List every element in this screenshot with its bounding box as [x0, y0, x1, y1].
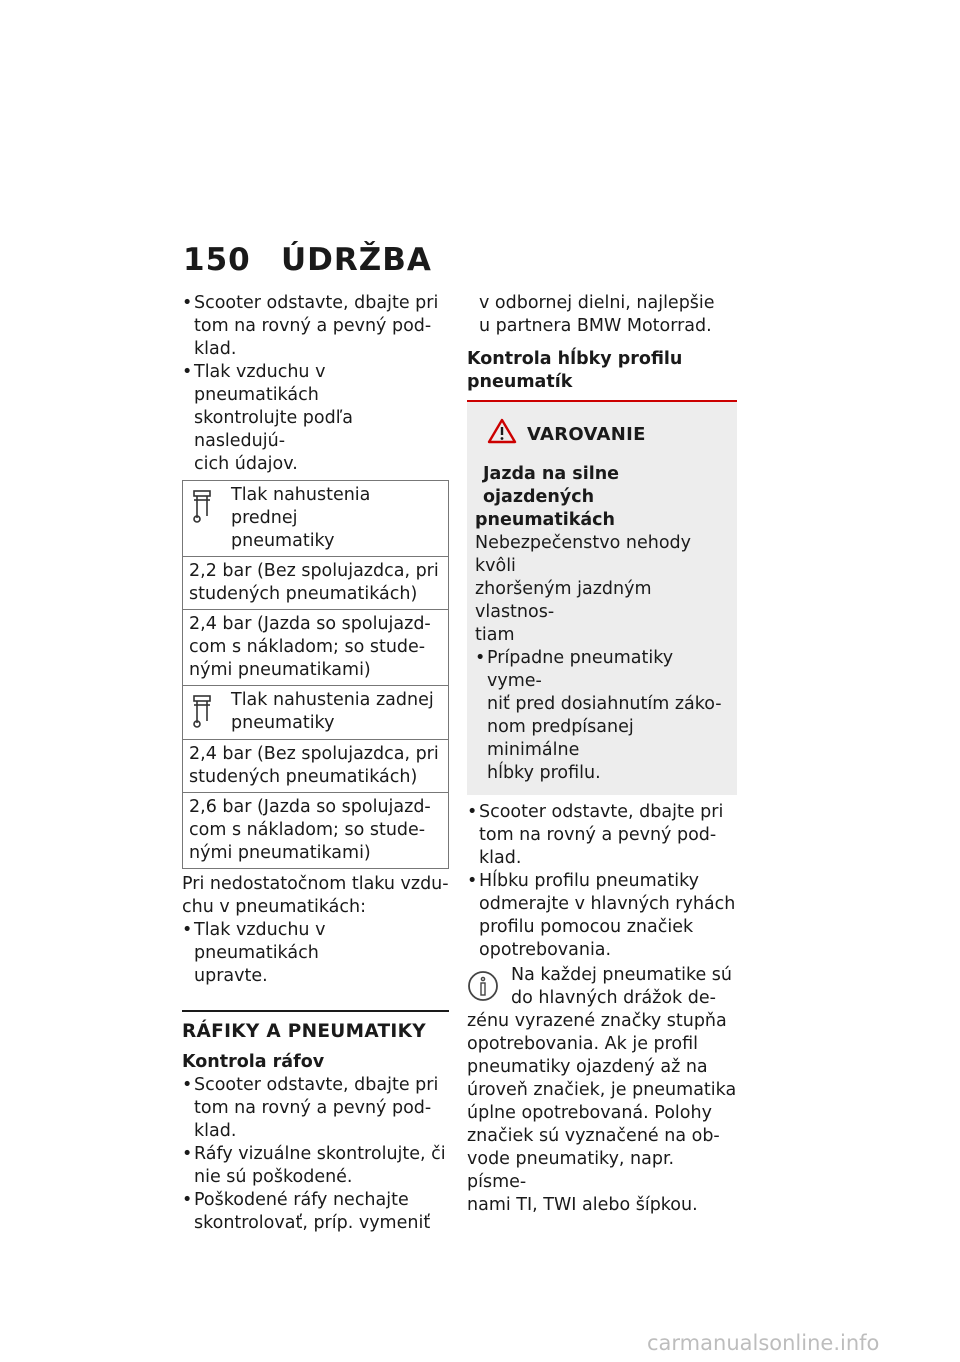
bullet-list-intro — [182, 292, 449, 476]
bullet-list-depth — [467, 801, 737, 962]
list-item: • Ráfy vizuálne skontrolujte, či nie sú poškodené. — [182, 1143, 449, 1189]
paragraph: Pri nedostatočnom tlaku vzdu- chu v pneumatikách: — [182, 874, 449, 917]
table-row: 2,4 bar (Bez spolujazdca, pri studených pneumatikách) — [183, 739, 448, 792]
section-title: RÁFIKY A PNEUMATIKY — [182, 1010, 449, 1043]
table-row: 2,4 bar (Jazda so spolujazd- com s nákladom; so stude- nými pneumatikami) — [183, 609, 448, 685]
info-text: zénu vyrazené značky stupňa opotrebovania. Ak je profil pneumatiky ojazdený až na úroveň značiek, je pneumatika úplne opotrebovaná. Polohy značiek sú vyznačené na ob- vode pneumatiky, napr. písme- nami TI, TWI alebo šípkou. — [467, 1011, 737, 1215]
tire-pressure-icon — [189, 689, 231, 736]
left-column — [182, 292, 449, 1235]
tire-pressure-icon — [189, 484, 231, 553]
info-icon — [467, 964, 511, 1010]
table-row: 2,2 bar (Bez spolujazdca, pri studených pneumatikách) — [183, 556, 448, 609]
list-item: • Tlak vzduchu v pneumatikách upravte. — [182, 919, 449, 988]
continued-text: v odbornej dielni, najlepšie u partnera BMW Motorrad. — [479, 293, 715, 336]
page-header — [183, 242, 432, 278]
subsection-title: Kontrola hĺbky profilu pneumatík — [467, 349, 683, 392]
bullet-list-adjust — [182, 919, 449, 988]
list-item: • Scooter odstavte, dbajte pri tom na rovný a pevný pod- klad. — [182, 292, 449, 361]
page-title: ÚDRŽBA — [281, 242, 432, 278]
list-item: • Tlak vzduchu v pneumatikách skontrolujte podľa nasledujú- cich údajov. — [182, 361, 449, 476]
list-item: • Scooter odstavte, dbajte pri tom na rovný a pevný pod- klad. — [467, 801, 737, 870]
front-tire-pressure-table — [182, 480, 449, 869]
info-note: Na každej pneumatike sú do hlavných drážok de- — [467, 964, 737, 1010]
list-item: • Poškodené ráfy nechajte skontrolovať, príp. vymeniť — [182, 1189, 449, 1235]
watermark: carmanualsonline.info — [647, 1331, 880, 1355]
warning-text: Nebezpečenstvo nehody kvôli zhoršeným jazdným vlastnos- tiam — [475, 533, 691, 645]
table-row: 2,6 bar (Jazda so spolujazd- com s nákladom; so stude- nými pneumatikami) — [183, 792, 448, 868]
warning-box — [467, 400, 737, 795]
list-item: • Prípadne pneumatiky vyme- niť pred dosiahnutím záko- nom predpísanej minimálne hĺbky profilu. — [475, 647, 729, 785]
table-header: Tlak nahustenia zadnej pneumatiky — [183, 685, 448, 739]
warning-label: VAROVANIE — [527, 424, 646, 445]
bullet-list-rims — [182, 1074, 449, 1235]
table-header: Tlak nahustenia prednej pneumatiky — [183, 481, 448, 556]
page-number: 150 — [183, 242, 251, 278]
list-item: • Scooter odstavte, dbajte pri tom na rovný a pevný pod- klad. — [182, 1074, 449, 1143]
warning-triangle-icon — [487, 418, 517, 451]
warning-title: Jazda na silne ojazdených pneumatikách — [475, 464, 620, 530]
list-item: • Hĺbku profilu pneumatiky odmerajte v hlavných ryhách profilu pomocou značiek opotrebovania. — [467, 870, 737, 962]
warning-bullet-list — [475, 647, 729, 785]
right-column — [467, 292, 737, 1217]
subsection-title: Kontrola ráfov — [182, 1052, 325, 1072]
